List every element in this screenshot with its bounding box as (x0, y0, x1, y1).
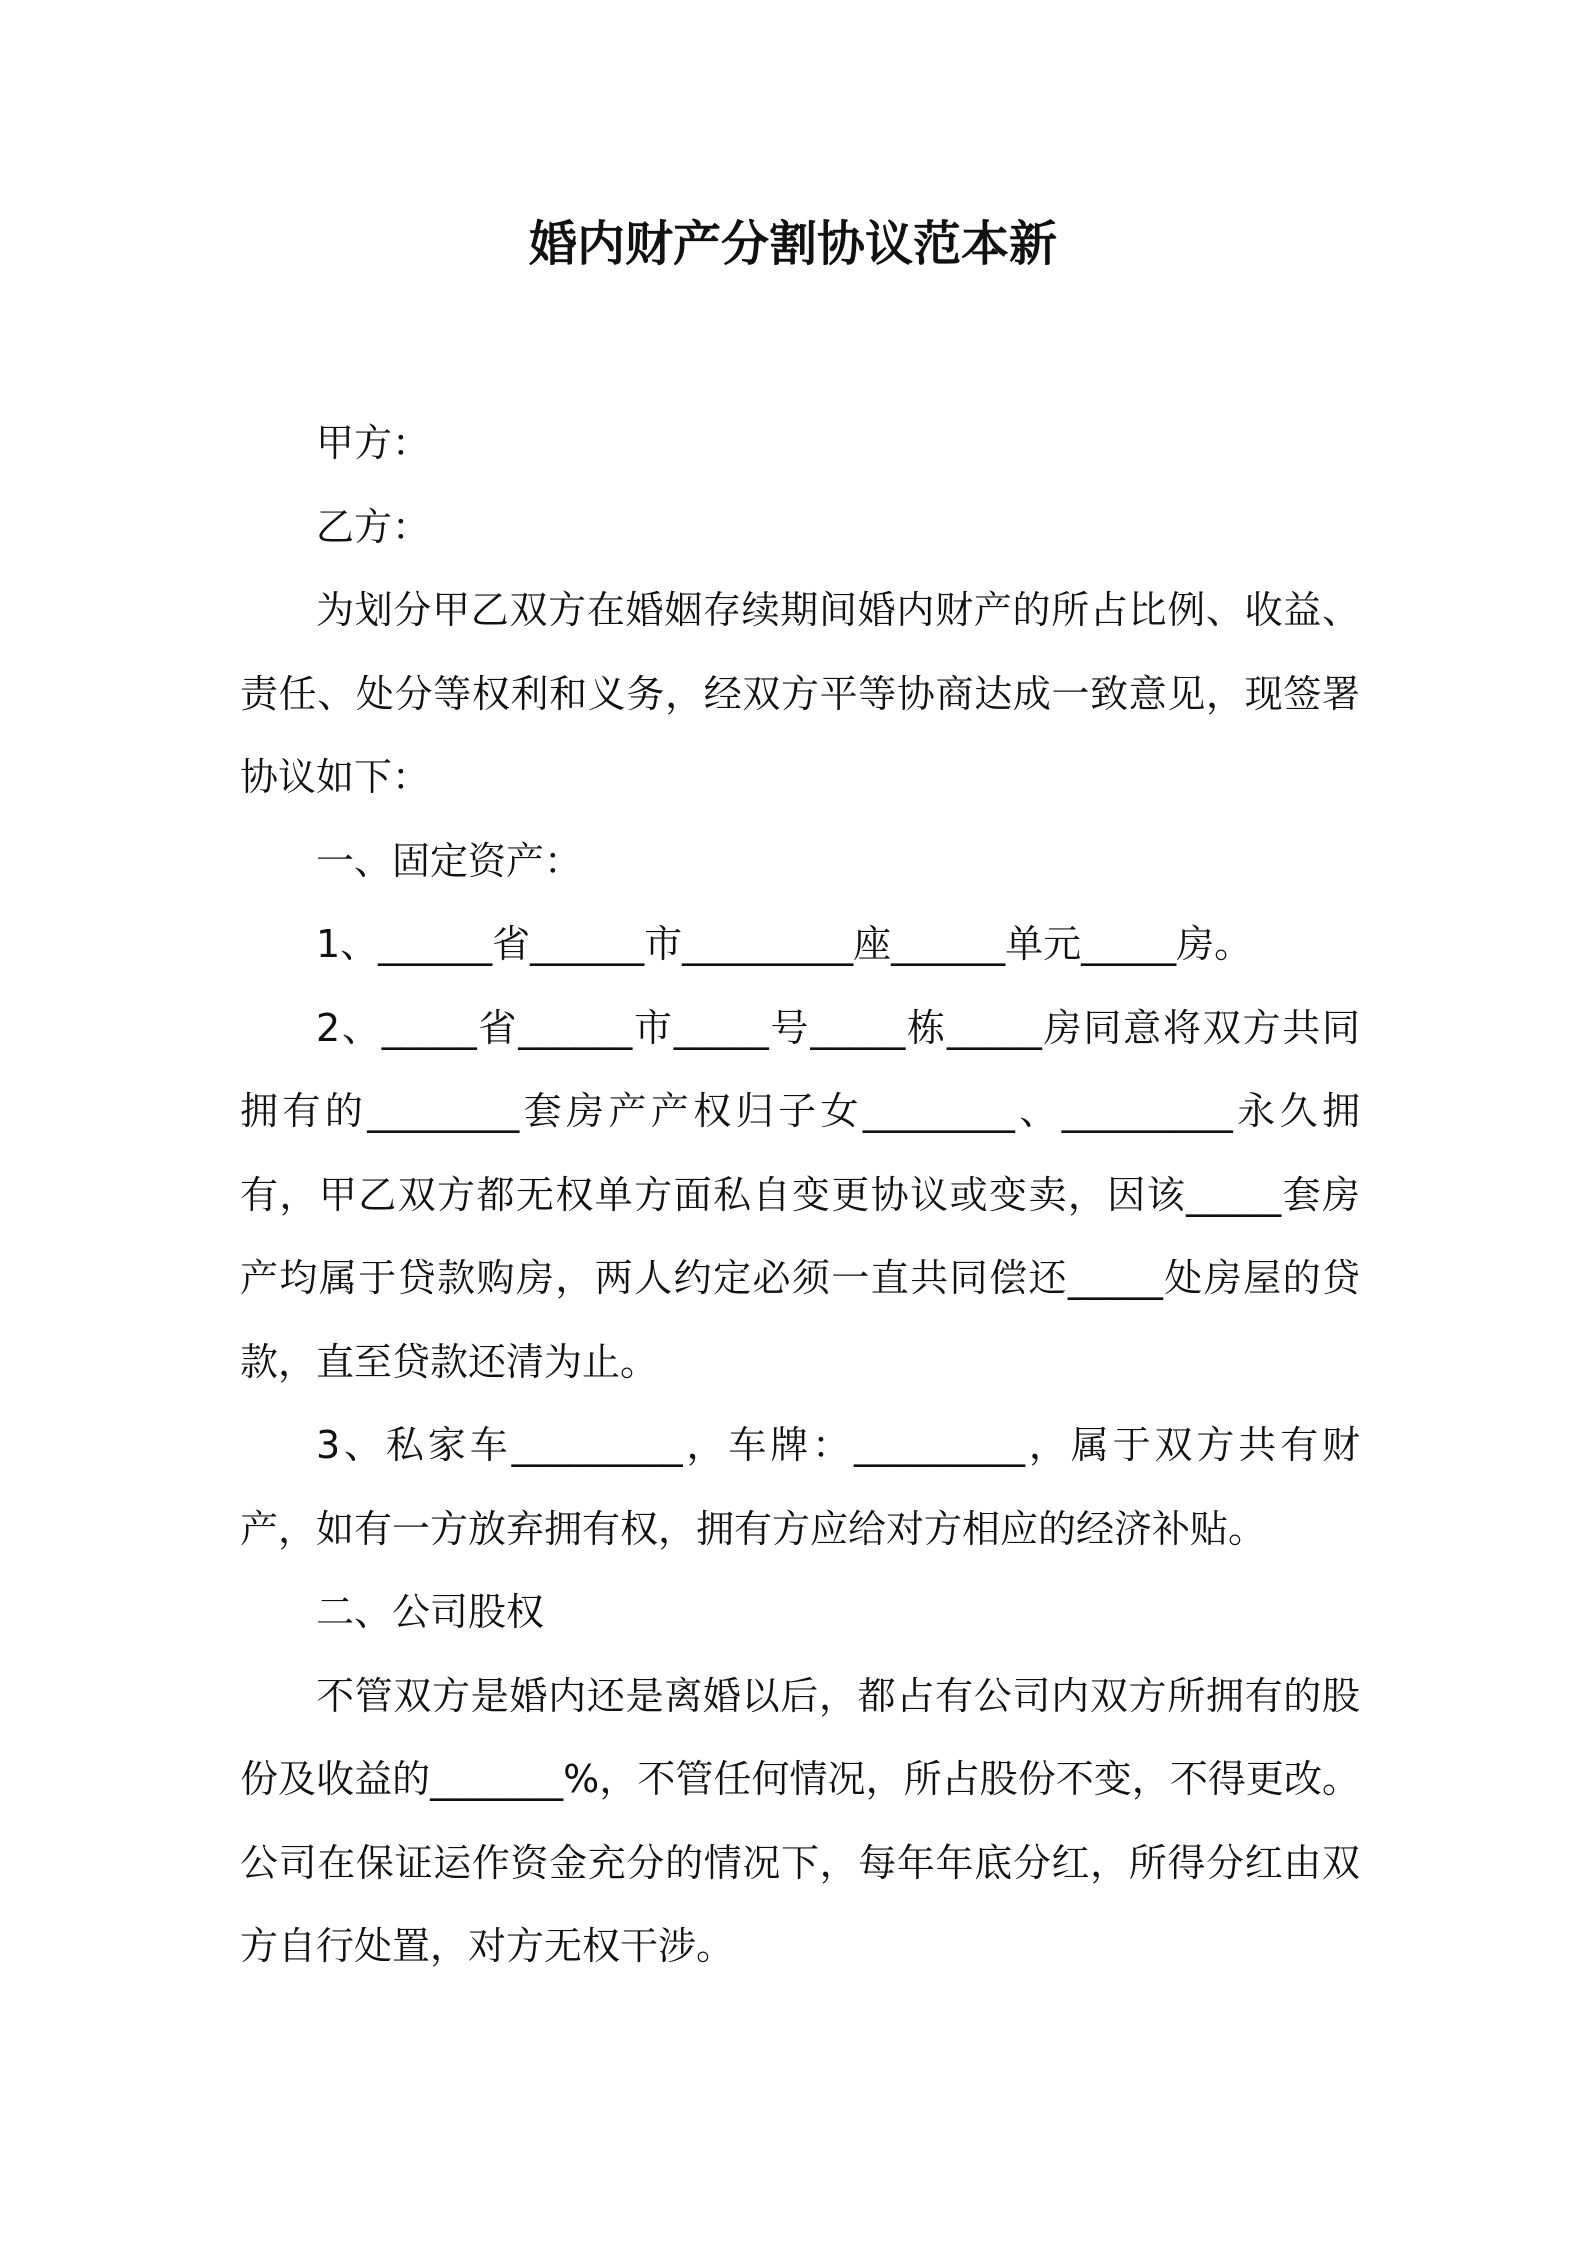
party-a-line: 甲方： (316, 421, 431, 465)
document-body (240, 402, 1360, 1989)
item3-paragraph: 3、私家车_________，车牌：_________，属于双方共有财产，如有一方放弃拥有权，拥有方应给对方相应的经济补贴。 (240, 1423, 1360, 1551)
intro-paragraph: 为划分甲乙双方在婚姻存续期间婚内财产的所占比例、收益、责任、处分等权利和义务，经双方平等协商达成一致意见，现签署协议如下： (240, 588, 1360, 799)
section1-heading: 一、固定资产： (316, 838, 583, 883)
section2-paragraph: 不管双方是婚内还是离婚以后，都占有公司内双方所拥有的股份及收益的_______%，不管任何情况，所占股份不变，不得更改。公司在保证运作资金充分的情况下，每年年底分红，所得分红由双方自行处置，对方无权干涉。 (240, 1673, 1360, 1968)
item2-paragraph: 2、_____省______市_____号_____栋_____房同意将双方共同拥有的________套房产产权归子女________、_________永久拥有，甲乙双方都无权单方面私自变更协议或变卖，因该_____套房产均属于贷款购房，两人约定必须一直共同偿还_____处房屋的贷款，直至贷款还清为止。 (240, 1005, 1360, 1384)
section2-heading: 二、公司股权 (316, 1590, 545, 1634)
item1-paragraph: 1、______省______市_________座______单元_____房。 (316, 922, 1253, 966)
party-b-line: 乙方： (316, 504, 431, 549)
document-title: 婚内财产分割协议范本新 (528, 216, 1057, 272)
